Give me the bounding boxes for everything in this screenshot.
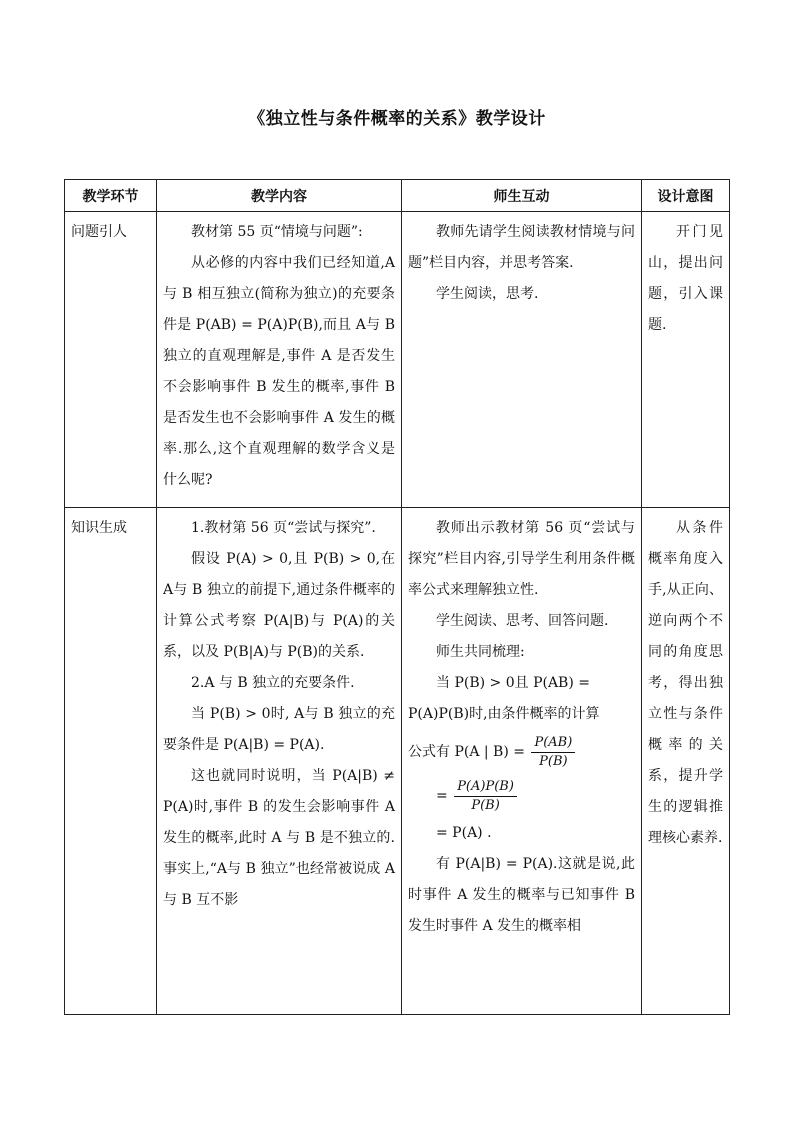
interaction-paragraph: 教师先请学生阅读教材情境与问题”栏目内容，并思考答案. — [408, 224, 635, 271]
interaction-cell — [402, 212, 642, 508]
table-header-row — [65, 180, 730, 212]
intent-cell — [642, 508, 730, 1015]
formula-line — [408, 730, 635, 774]
content-paragraph: 教材第 55 页“情境与问题”: — [191, 224, 363, 240]
content-paragraph: 2.A 与 B 独立的充要条件. — [191, 675, 355, 691]
header-intent: 设计意图 — [642, 180, 730, 212]
table-row — [65, 508, 730, 1015]
interaction-paragraph: 当 P(B) > 0且 P(AB) = — [436, 675, 590, 691]
intent-paragraph: 开门见山，提出问题，引入课题. — [648, 224, 723, 333]
fraction — [454, 778, 517, 815]
formula-line — [408, 774, 635, 818]
fraction-denominator: P(B) — [539, 753, 568, 769]
content-cell — [157, 508, 402, 1015]
interaction-paragraph: 教师出示教材第 56 页“尝试与探究”栏目内容,引导学生利用条件概率公式来理解独立性. — [408, 520, 635, 598]
formula-line: = P(A) . — [436, 825, 492, 841]
lesson-plan-table — [64, 179, 730, 1015]
document-title: 《独立性与条件概率的关系》教学设计 — [248, 109, 546, 129]
header-content: 教学内容 — [157, 180, 402, 212]
interaction-paragraph: P(A)P(B)时,由条件概率的计算 — [408, 706, 600, 722]
interaction-cell — [402, 508, 642, 1015]
equals-sign: = — [436, 788, 448, 804]
intent-paragraph: 从条件概率角度入手,从正向、逆向两个不同的角度思考，得出独立性与条件概率的关系，提升学生的逻辑推理核心素养. — [648, 520, 723, 846]
intent-cell — [642, 212, 730, 508]
fraction-numerator: P(A)P(B) — [454, 778, 517, 797]
fraction-denominator: P(B) — [471, 797, 500, 813]
table-row — [65, 212, 730, 508]
interaction-paragraph: 学生阅读、思考、回答问题. — [436, 613, 609, 629]
interaction-paragraph: 师生共同梳理: — [436, 644, 525, 660]
header-interaction: 师生互动 — [402, 180, 642, 212]
stage-cell: 问题引人 — [65, 212, 157, 508]
fraction-numerator: P(AB) — [531, 734, 575, 753]
fraction — [531, 734, 575, 771]
content-paragraph: 1.教材第 56 页“尝试与探究”. — [191, 520, 376, 536]
header-stage: 教学环节 — [65, 180, 157, 212]
content-paragraph: 当 P(B) > 0时, A与 B 独立的充要条件是 P(A|B) = P(A). — [163, 706, 395, 753]
formula-prefix: 公式有 P(A | B) = — [408, 744, 525, 760]
content-cell — [157, 212, 402, 508]
interaction-paragraph: 有 P(A|B) = P(A).这就是说,此时事件 A 发生的概率与已知事件 B 发生时事件 A 发生的概率相 — [408, 856, 635, 934]
interaction-paragraph: 学生阅读，思考. — [436, 286, 539, 302]
content-paragraph: 从必修的内容中我们已经知道,A与 B 相互独立(简称为独立)的充要条件是 P(AB) = P(A)P(B),而且 A与 B 独立的直观理解是,事件 A 是否发生不会影响事件 B 发生的概率,事件 B 是否发生也不会影响事件 A 发生的概率.那么,这个直观理解的数学含义是什么呢? — [163, 255, 395, 488]
stage-cell: 知识生成 — [65, 508, 157, 1015]
content-paragraph: 假设 P(A) > 0,且 P(B) > 0,在 A与 B 独立的前提下,通过条件概率的计算公式考察 P(A|B)与 P(A)的关系，以及 P(B|A)与 P(B)的关系. — [163, 551, 395, 660]
content-paragraph: 这也就同时说明，当 P(A|B) ≠ P(A)时,事件 B 的发生会影响事件 A 发生的概率,此时 A 与 B 是不独立的.事实上,“A与 B 独立”也经常被说成 A与 B 互不影 — [163, 768, 395, 908]
